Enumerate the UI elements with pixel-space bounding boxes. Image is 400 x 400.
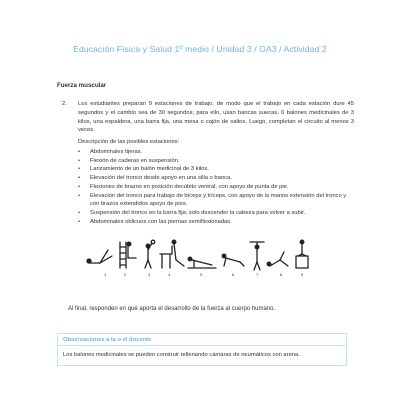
exercise-figure-1 <box>87 250 112 263</box>
figure-label: 2 <box>124 272 127 277</box>
exercise-figure-3 <box>145 240 155 268</box>
figure-label: 6 <box>232 272 235 277</box>
bullet-icon: • <box>78 175 81 182</box>
bullet-icon: • <box>78 209 81 216</box>
activity-text: Los estudiantes preparan 9 estaciones de trabajo, de modo que el trabajo en cada estación dure 45 segundos y el cambio sea de 30 segundos; para ello, usan bancas suecas, 6 balones medicinales de 3 kilos, una espaldera, una barra fija, una mesa o cajón de saltos. Luego, completan el circuito al menos 3 veces. <box>78 101 354 134</box>
page-header-title: Educación Física y Salud 1º medio / Unidad 3 / OA3 / Actividad 2 <box>73 44 327 54</box>
exercise-figure-7 <box>250 242 264 270</box>
stations-list <box>78 148 356 226</box>
station-item: • Elevación del tronco para trabajo de bíceps y tríceps, con apoyo de la manos extensión del tronco y con brazos extendidos apoyo de pies. <box>78 192 347 208</box>
bullet-icon: • <box>78 183 81 190</box>
bullet-icon: • <box>78 218 81 225</box>
activity-item <box>62 100 354 135</box>
station-item: • Lanzamiento de un balón medicinal de 3 kilos. <box>78 166 209 173</box>
figure-label: 1 <box>104 272 107 277</box>
closing-text: Al final, responden en qué aporta el desarrollo de la fuerza al cuerpo humano. <box>68 306 276 312</box>
figure-label: 7 <box>256 272 259 277</box>
exercise-illustrations <box>86 238 312 278</box>
figure-label: 5 <box>200 272 203 277</box>
stations-title: Descripción de las posibles estaciones: <box>78 139 180 145</box>
exercise-figure-4 <box>160 240 184 268</box>
figure-label: 3 <box>148 272 151 277</box>
figure-label: 4 <box>168 272 171 277</box>
station-item: • Flexiones de brazos en posición decúbito ventral, con apoyo de punta de pie. <box>78 183 289 190</box>
station-item: • Elevación del tronco desde apoyo en una silla o banca. <box>78 175 232 182</box>
figure-label: 9 <box>301 272 304 277</box>
station-item: • Flexión de caderas en suspensión. <box>78 157 180 164</box>
bullet-icon: • <box>78 157 81 164</box>
bullet-icon: • <box>78 149 81 155</box>
observations-text: Los balones medicinales se pueden construir rellenando cámaras de neumáticos con arena. <box>63 352 300 358</box>
bullet-icon: • <box>78 192 81 199</box>
figure-label: 8 <box>280 272 283 277</box>
station-item: • Abdominales tijeras. <box>78 149 143 155</box>
observations-title: Observaciones a la o el docente <box>63 337 152 343</box>
activity-number: 2. <box>62 101 67 107</box>
exercise-figure-2 <box>120 242 136 268</box>
exercise-figure-8 <box>267 252 288 266</box>
station-item: • Suspensión del tronco en la barra fija; solo descender la cabeza para volver a subir. <box>78 209 306 216</box>
bullet-icon: • <box>78 166 81 173</box>
exercise-figure-9 <box>296 240 308 268</box>
observations-divider <box>57 345 347 346</box>
exercise-figure-6 <box>222 254 244 266</box>
station-item: • Abdominales oblicuos con las piernas semiflexionadas. <box>78 218 232 225</box>
section-title: Fuerza muscular <box>57 82 107 89</box>
exercise-figure-5 <box>188 257 216 268</box>
